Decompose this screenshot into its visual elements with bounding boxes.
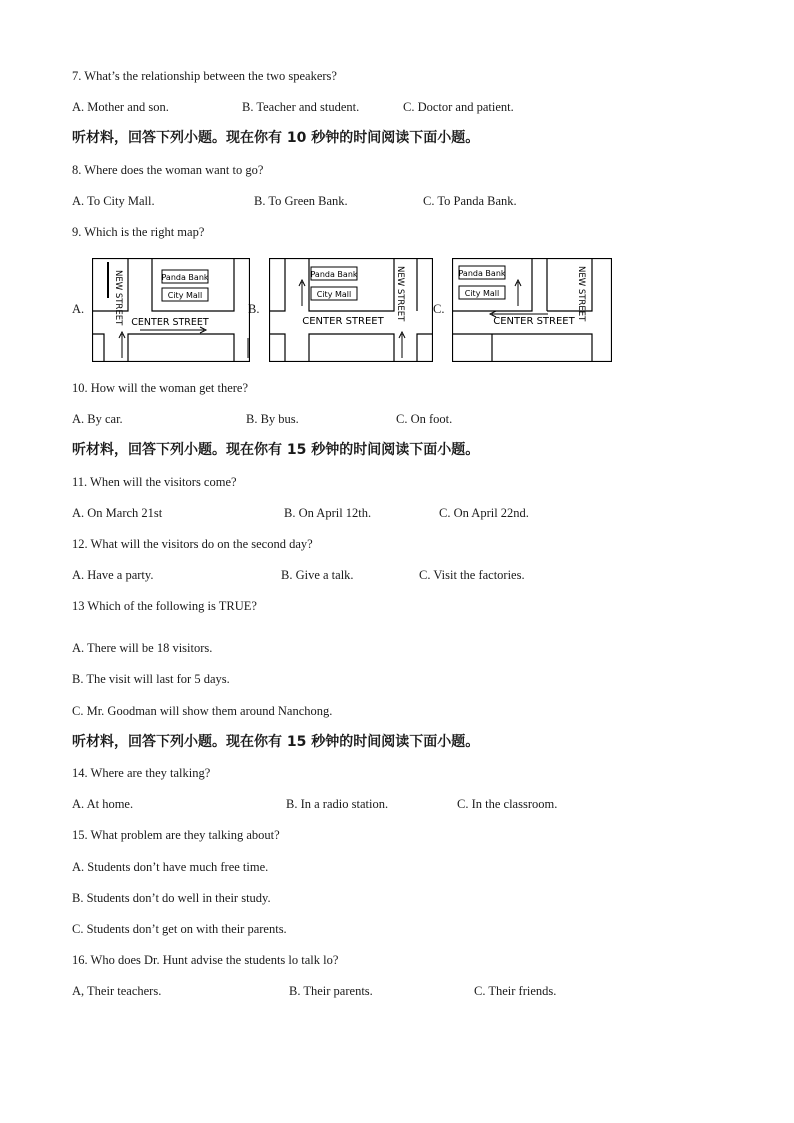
option-b: B. In a radio station.: [286, 797, 389, 811]
question-16: 16. Who does Dr. Hunt advise the students lo talk lo?: [72, 953, 339, 967]
question-13-option-c: C. Mr. Goodman will show them around Nanchong.: [72, 704, 333, 718]
map-a: [92, 258, 250, 362]
question-14: 14. Where are they talking?: [72, 766, 211, 780]
option-b: B. Their parents.: [289, 984, 373, 998]
map-a-label: A.: [72, 302, 85, 316]
question-13-option-b: B. The visit will last for 5 days.: [72, 672, 230, 686]
new-street-label: NEW STREET: [395, 266, 405, 322]
option-c: C. Visit the factories.: [419, 568, 525, 582]
question-7: 7. What’s the relationship between the two speakers?: [72, 69, 337, 83]
question-13: 13 Which of the following is TRUE?: [72, 599, 257, 613]
panda-bank-label: Panda Bank: [161, 273, 209, 282]
option-c: C. In the classroom.: [457, 797, 558, 811]
option-b: B. By bus.: [246, 412, 299, 426]
option-c: C. Doctor and patient.: [403, 100, 514, 114]
question-8: 8. Where does the woman want to go?: [72, 163, 264, 177]
map-c: [452, 258, 612, 362]
option-a: A. By car.: [72, 412, 123, 426]
question-13-option-a: A. There will be 18 visitors.: [72, 641, 213, 655]
option-b: B. On April 12th.: [284, 506, 372, 520]
option-b: B. Teacher and student.: [242, 100, 360, 114]
option-c: C. On foot.: [396, 412, 453, 426]
option-c: C. On April 22nd.: [439, 506, 529, 520]
option-a: A. On March 21st: [72, 506, 163, 520]
city-mall-label: City Mall: [167, 291, 203, 300]
map-c-label: C.: [433, 302, 445, 316]
option-a: A. Mother and son.: [72, 100, 169, 114]
option-a: A. At home.: [72, 797, 134, 811]
question-15: 15. What problem are they talking about?: [72, 828, 280, 842]
question-15-option-b: B. Students don’t do well in their study.: [72, 891, 271, 905]
option-a: A, Their teachers.: [72, 984, 162, 998]
map-b-label: B.: [248, 302, 260, 316]
city-mall-label: City Mall: [316, 290, 352, 299]
map-b: [269, 258, 433, 362]
center-street-label: CENTER STREET: [302, 316, 384, 327]
question-9: 9. Which is the right map?: [72, 225, 205, 239]
question-11: 11. When will the visitors come?: [72, 475, 237, 489]
new-street-label: NEW STREET: [113, 270, 123, 326]
new-street-label: NEW STREET: [576, 266, 586, 322]
question-10: 10. How will the woman get there?: [72, 381, 248, 395]
question-15-option-c: C. Students don’t get on with their parents.: [72, 922, 287, 936]
section-heading-3: 听材料，回答下列小题。现在你有 15 秒钟的时间阅读下面小题。: [72, 734, 480, 750]
panda-bank-label: Panda Bank: [310, 270, 358, 279]
question-15-option-a: A. Students don’t have much free time.: [72, 860, 269, 874]
option-b: B. To Green Bank.: [254, 194, 348, 208]
city-mall-label: City Mall: [464, 289, 500, 298]
center-street-label: CENTER STREET: [131, 317, 209, 328]
option-a: A. Have a party.: [72, 568, 154, 582]
section-heading-2: 听材料，回答下列小题。现在你有 15 秒钟的时间阅读下面小题。: [72, 442, 480, 458]
center-street-label: CENTER STREET: [493, 316, 575, 327]
panda-bank-label: Panda Bank: [458, 269, 506, 278]
option-a: A. To City Mall.: [72, 194, 155, 208]
question-12: 12. What will the visitors do on the second day?: [72, 537, 313, 551]
option-c: C. To Panda Bank.: [423, 194, 517, 208]
section-heading-1: 听材料，回答下列小题。现在你有 10 秒钟的时间阅读下面小题。: [72, 130, 480, 146]
option-b: B. Give a talk.: [281, 568, 354, 582]
option-c: C. Their friends.: [474, 984, 557, 998]
